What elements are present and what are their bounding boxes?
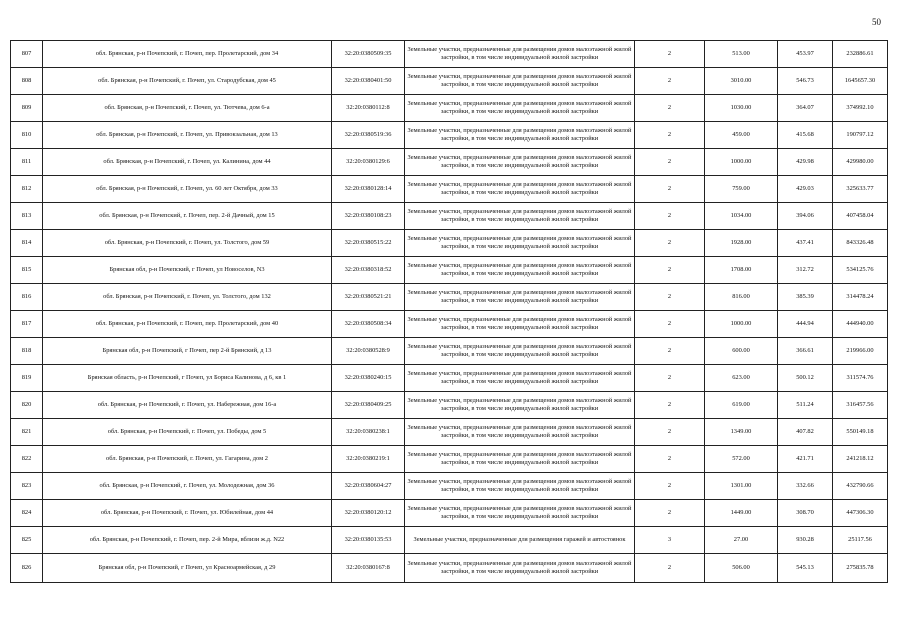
cell-specific-value: 437.41	[778, 230, 833, 257]
cell-specific-value: 366.61	[778, 338, 833, 365]
cell-cadastral-number: 32:20:0380129:6	[332, 149, 405, 176]
table-row	[11, 338, 888, 365]
cell-cadastral-number: 32:20:0380219:1	[332, 446, 405, 473]
cell-specific-value: 385.39	[778, 284, 833, 311]
cell-specific-value: 500.12	[778, 365, 833, 392]
page-number: 50	[872, 17, 881, 27]
cell-row-number: 808	[11, 68, 43, 95]
cell-address: обл. Брянская, р-н Почепский, г. Почеп, ул. Набережная, дом 16-а	[43, 392, 332, 419]
cell-specific-value: 364.07	[778, 95, 833, 122]
cell-address: обл. Брянская, р-н Почепский, г. Почеп, ул. Тютчева, дом 6-а	[43, 95, 332, 122]
cell-cadastral-value: 444940.00	[833, 311, 888, 338]
cell-land-use: Земельные участки, предназначенные для размещения домов малоэтажной жилой застройки, в том числе индивидуальной жилой застройки	[405, 284, 635, 311]
cell-cadastral-value: 1645657.30	[833, 68, 888, 95]
cell-cadastral-number: 32:20:0380401:50	[332, 68, 405, 95]
cell-row-number: 826	[11, 554, 43, 583]
cell-group: 2	[635, 392, 705, 419]
cell-area: 759.00	[705, 176, 778, 203]
cell-address: обл. Брянская, р-н Почепский, г. Почеп, ул. Победы, дом 5	[43, 419, 332, 446]
table-row	[11, 230, 888, 257]
cell-land-use: Земельные участки, предназначенные для размещения домов малоэтажной жилой застройки, в том числе индивидуальной жилой застройки	[405, 365, 635, 392]
cell-row-number: 825	[11, 527, 43, 554]
cell-row-number: 810	[11, 122, 43, 149]
cell-cadastral-number: 32:20:0380238:1	[332, 419, 405, 446]
cell-specific-value: 429.98	[778, 149, 833, 176]
cell-specific-value: 415.68	[778, 122, 833, 149]
cell-land-use: Земельные участки, предназначенные для размещения домов малоэтажной жилой застройки, в том числе индивидуальной жилой застройки	[405, 122, 635, 149]
cell-address: обл. Брянская, р-н Почепский, г. Почеп, ул. Гагарина, дом 2	[43, 446, 332, 473]
cell-area: 459.00	[705, 122, 778, 149]
cell-cadastral-value: 241218.12	[833, 446, 888, 473]
cell-specific-value: 421.71	[778, 446, 833, 473]
table-row	[11, 527, 888, 554]
cell-cadastral-value: 325633.77	[833, 176, 888, 203]
cell-specific-value: 394.06	[778, 203, 833, 230]
table-row	[11, 500, 888, 527]
cell-address: обл. Брянская, р-н Почепский, г. Почеп, ул. Юбилейная, дом 44	[43, 500, 332, 527]
cell-area: 1034.00	[705, 203, 778, 230]
cell-cadastral-value: 314478.24	[833, 284, 888, 311]
cell-specific-value: 545.13	[778, 554, 833, 583]
cell-cadastral-number: 32:20:0380409:25	[332, 392, 405, 419]
cell-cadastral-number: 32:20:0380519:36	[332, 122, 405, 149]
cell-land-use: Земельные участки, предназначенные для размещения домов малоэтажной жилой застройки, в том числе индивидуальной жилой застройки	[405, 554, 635, 583]
cell-cadastral-number: 32:20:0380318:52	[332, 257, 405, 284]
cell-cadastral-value: 432790.66	[833, 473, 888, 500]
cell-address: обл. Брянская, р-н Почепский, г. Почеп, пер. 2-й Дачный, дом 15	[43, 203, 332, 230]
cell-row-number: 823	[11, 473, 43, 500]
cell-area: 3010.00	[705, 68, 778, 95]
cell-group: 2	[635, 41, 705, 68]
table-row	[11, 257, 888, 284]
cell-address: обл. Брянская, р-н Почепский, г. Почеп, ул. Толстого, дом 132	[43, 284, 332, 311]
cell-cadastral-number: 32:20:0380108:23	[332, 203, 405, 230]
cell-group: 2	[635, 95, 705, 122]
cell-area: 1449.00	[705, 500, 778, 527]
cell-group: 2	[635, 176, 705, 203]
cell-row-number: 824	[11, 500, 43, 527]
cell-area: 1030.00	[705, 95, 778, 122]
cell-group: 2	[635, 311, 705, 338]
cell-address: обл. Брянская, р-н Почепский, г. Почеп, ул. Калинина, дом 44	[43, 149, 332, 176]
cell-area: 1000.00	[705, 149, 778, 176]
cell-group: 3	[635, 527, 705, 554]
cell-cadastral-value: 374992.10	[833, 95, 888, 122]
cell-cadastral-value: 232886.61	[833, 41, 888, 68]
table-row	[11, 203, 888, 230]
cell-group: 2	[635, 230, 705, 257]
cell-address: обл. Брянская, р-н Почепский, г. Почеп, ул. Толстого, дом 59	[43, 230, 332, 257]
table-row	[11, 149, 888, 176]
cell-cadastral-value: 275835.78	[833, 554, 888, 583]
cell-address: обл. Брянская, р-н Почепский, г. Почеп, ул. 60 лет Октября, дом 33	[43, 176, 332, 203]
cell-group: 2	[635, 473, 705, 500]
cell-address: обл. Брянская, р-н Почепский, г. Почеп, пер. Пролетарский, дом 34	[43, 41, 332, 68]
cell-land-use: Земельные участки, предназначенные для размещения домов малоэтажной жилой застройки, в том числе индивидуальной жилой застройки	[405, 392, 635, 419]
cell-area: 1000.00	[705, 311, 778, 338]
cell-area: 1301.00	[705, 473, 778, 500]
cell-group: 2	[635, 365, 705, 392]
cell-specific-value: 511.24	[778, 392, 833, 419]
cell-area: 27.00	[705, 527, 778, 554]
cell-cadastral-number: 32:20:0380167:8	[332, 554, 405, 583]
cell-row-number: 809	[11, 95, 43, 122]
cell-land-use: Земельные участки, предназначенные для размещения домов малоэтажной жилой застройки, в том числе индивидуальной жилой застройки	[405, 176, 635, 203]
cell-cadastral-value: 25117.56	[833, 527, 888, 554]
cell-cadastral-number: 32:20:0380509:35	[332, 41, 405, 68]
cell-cadastral-value: 316457.56	[833, 392, 888, 419]
table-row	[11, 392, 888, 419]
cell-cadastral-value: 843326.48	[833, 230, 888, 257]
cell-cadastral-value: 447306.30	[833, 500, 888, 527]
cell-cadastral-value: 407458.04	[833, 203, 888, 230]
cell-area: 1708.00	[705, 257, 778, 284]
cell-cadastral-number: 32:20:0380240:15	[332, 365, 405, 392]
cell-address: Брянская обл, р-н Почепский, г Почеп, пер 2-й Брянский, д 13	[43, 338, 332, 365]
cell-cadastral-number: 32:20:0380515:22	[332, 230, 405, 257]
cell-cadastral-number: 32:20:0380604:27	[332, 473, 405, 500]
cell-address: обл. Брянская, р-н Почепский, г. Почеп, пер. Пролетарский, дом 40	[43, 311, 332, 338]
table-row	[11, 122, 888, 149]
cell-specific-value: 546.73	[778, 68, 833, 95]
cell-address: Брянская область, р-н Почепский, г Почеп, ул Бориса Калинова, д 6, кв 1	[43, 365, 332, 392]
cell-row-number: 814	[11, 230, 43, 257]
cell-group: 2	[635, 284, 705, 311]
cell-cadastral-number: 32:20:0380528:9	[332, 338, 405, 365]
cell-row-number: 818	[11, 338, 43, 365]
cell-cadastral-value: 311574.76	[833, 365, 888, 392]
cell-area: 572.00	[705, 446, 778, 473]
cell-address: обл. Брянская, р-н Почепский, г. Почеп, ул. Стародубская, дом 45	[43, 68, 332, 95]
cell-group: 2	[635, 500, 705, 527]
cell-group: 2	[635, 419, 705, 446]
table-row	[11, 41, 888, 68]
table-body	[11, 41, 888, 583]
cell-land-use: Земельные участки, предназначенные для размещения домов малоэтажной жилой застройки, в том числе индивидуальной жилой застройки	[405, 203, 635, 230]
cell-group: 2	[635, 203, 705, 230]
cell-land-use: Земельные участки, предназначенные для размещения домов малоэтажной жилой застройки, в том числе индивидуальной жилой застройки	[405, 230, 635, 257]
cell-land-use: Земельные участки, предназначенные для размещения гаражей и автостоянок	[405, 527, 635, 554]
cell-specific-value: 308.70	[778, 500, 833, 527]
cell-cadastral-value: 550149.18	[833, 419, 888, 446]
table-row	[11, 176, 888, 203]
cell-address: обл. Брянская, р-н Почепский, г. Почеп, ул. Привокзальная, дом 13	[43, 122, 332, 149]
cell-cadastral-value: 219966.00	[833, 338, 888, 365]
table-row	[11, 365, 888, 392]
cell-area: 1928.00	[705, 230, 778, 257]
cell-specific-value: 930.28	[778, 527, 833, 554]
cell-address: Брянская обл, р-н Почепский, г Почеп, ул Новоселов, N3	[43, 257, 332, 284]
cell-specific-value: 453.97	[778, 41, 833, 68]
table-row	[11, 419, 888, 446]
cell-land-use: Земельные участки, предназначенные для размещения домов малоэтажной жилой застройки, в том числе индивидуальной жилой застройки	[405, 338, 635, 365]
table-row	[11, 68, 888, 95]
cell-group: 2	[635, 446, 705, 473]
cell-address: обл. Брянская, р-н Почепский, г. Почеп, ул. Молодежная, дом 36	[43, 473, 332, 500]
cell-specific-value: 407.82	[778, 419, 833, 446]
cell-row-number: 811	[11, 149, 43, 176]
table-row	[11, 284, 888, 311]
cell-land-use: Земельные участки, предназначенные для размещения домов малоэтажной жилой застройки, в том числе индивидуальной жилой застройки	[405, 41, 635, 68]
cell-cadastral-number: 32:20:0380128:14	[332, 176, 405, 203]
cell-cadastral-value: 534125.76	[833, 257, 888, 284]
cell-cadastral-number: 32:20:0380135:53	[332, 527, 405, 554]
cell-cadastral-value: 190797.12	[833, 122, 888, 149]
cell-address: обл. Брянская, р-н Почепский, г. Почеп, пер. 2-й Мира, вблизи ж.д. N22	[43, 527, 332, 554]
cell-area: 816.00	[705, 284, 778, 311]
cell-cadastral-number: 32:20:0380112:8	[332, 95, 405, 122]
cell-area: 513.00	[705, 41, 778, 68]
cell-group: 2	[635, 122, 705, 149]
cell-group: 2	[635, 338, 705, 365]
cell-specific-value: 429.03	[778, 176, 833, 203]
cell-row-number: 813	[11, 203, 43, 230]
cell-land-use: Земельные участки, предназначенные для размещения домов малоэтажной жилой застройки, в том числе индивидуальной жилой застройки	[405, 257, 635, 284]
cell-row-number: 822	[11, 446, 43, 473]
cell-row-number: 820	[11, 392, 43, 419]
cell-land-use: Земельные участки, предназначенные для размещения домов малоэтажной жилой застройки, в том числе индивидуальной жилой застройки	[405, 95, 635, 122]
cell-area: 506.00	[705, 554, 778, 583]
cell-row-number: 817	[11, 311, 43, 338]
cell-row-number: 819	[11, 365, 43, 392]
cell-group: 2	[635, 554, 705, 583]
cell-cadastral-number: 32:20:0380521:21	[332, 284, 405, 311]
cell-cadastral-number: 32:20:0380508:34	[332, 311, 405, 338]
land-registry-table	[10, 40, 888, 583]
cell-group: 2	[635, 149, 705, 176]
cell-land-use: Земельные участки, предназначенные для размещения домов малоэтажной жилой застройки, в том числе индивидуальной жилой застройки	[405, 500, 635, 527]
cell-specific-value: 332.66	[778, 473, 833, 500]
cell-area: 600.00	[705, 338, 778, 365]
cell-area: 623.00	[705, 365, 778, 392]
cell-land-use: Земельные участки, предназначенные для размещения домов малоэтажной жилой застройки, в том числе индивидуальной жилой застройки	[405, 68, 635, 95]
cell-land-use: Земельные участки, предназначенные для размещения домов малоэтажной жилой застройки, в том числе индивидуальной жилой застройки	[405, 446, 635, 473]
cell-specific-value: 312.72	[778, 257, 833, 284]
cell-row-number: 815	[11, 257, 43, 284]
table-row	[11, 446, 888, 473]
table-row	[11, 95, 888, 122]
table-row	[11, 473, 888, 500]
cell-area: 619.00	[705, 392, 778, 419]
table-row	[11, 311, 888, 338]
cell-row-number: 821	[11, 419, 43, 446]
cell-row-number: 816	[11, 284, 43, 311]
cell-land-use: Земельные участки, предназначенные для размещения домов малоэтажной жилой застройки, в том числе индивидуальной жилой застройки	[405, 473, 635, 500]
cell-land-use: Земельные участки, предназначенные для размещения домов малоэтажной жилой застройки, в том числе индивидуальной жилой застройки	[405, 149, 635, 176]
cell-land-use: Земельные участки, предназначенные для размещения домов малоэтажной жилой застройки, в том числе индивидуальной жилой застройки	[405, 419, 635, 446]
cell-cadastral-number: 32:20:0380120:12	[332, 500, 405, 527]
cell-group: 2	[635, 257, 705, 284]
cell-row-number: 807	[11, 41, 43, 68]
cell-area: 1349.00	[705, 419, 778, 446]
table-row	[11, 554, 888, 583]
cell-address: Брянская обл, р-н Почепский, г Почеп, ул Красноармейская, д 29	[43, 554, 332, 583]
cell-row-number: 812	[11, 176, 43, 203]
cell-specific-value: 444.94	[778, 311, 833, 338]
cell-cadastral-value: 429980.00	[833, 149, 888, 176]
cell-group: 2	[635, 68, 705, 95]
cell-land-use: Земельные участки, предназначенные для размещения домов малоэтажной жилой застройки, в том числе индивидуальной жилой застройки	[405, 311, 635, 338]
